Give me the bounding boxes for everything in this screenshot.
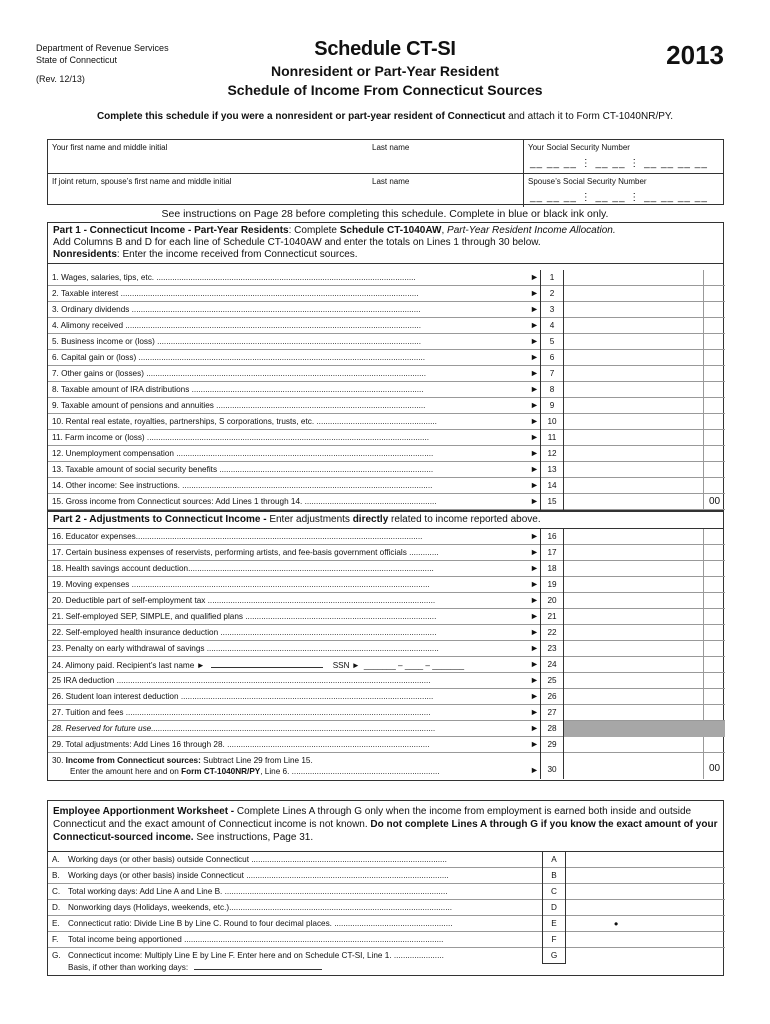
part2-title-text: Enter adjustments xyxy=(269,514,353,525)
line-letter: G. xyxy=(52,951,61,960)
line-number: 12 xyxy=(540,446,564,462)
worksheet-line-b xyxy=(48,868,725,884)
cents-field[interactable] xyxy=(703,689,725,705)
amount-field-26[interactable] xyxy=(564,689,725,705)
line-number: 16 xyxy=(540,529,564,545)
line-desc: Total working days: Add Line A and Line B. .................................................................................................. xyxy=(68,887,448,896)
line-desc: 15. Gross income from Connecticut sources: Add Lines 1 through 14. .......................................................... xyxy=(52,497,437,506)
taxpayer-row xyxy=(48,140,723,173)
line-desc: 21. Self-employed SEP, SIMPLE, and qualified plans .................................................................................... xyxy=(52,612,437,621)
line-number: 5 xyxy=(540,334,564,350)
amount-field-9[interactable] xyxy=(564,398,725,414)
line30-rest: Subtract Line 29 from Line 15. xyxy=(200,756,313,765)
line-desc: 6. Capital gain or (loss) .............................................................................................................................. xyxy=(52,353,426,362)
line-desc: 20. Deductible part of self-employment tax .................................................................................................... xyxy=(52,596,436,605)
nonresidents-text: : Enter the income received from Connecticut sources. xyxy=(116,249,358,260)
amount-field-18[interactable] xyxy=(564,561,725,577)
spouse-ssn-label: Spouse’s Social Security Number xyxy=(528,177,647,186)
amount-field-1[interactable] xyxy=(564,270,725,286)
cents-field[interactable]: 00 xyxy=(703,753,725,779)
line30-bold: Income from Connecticut sources: xyxy=(65,756,201,765)
part2-line-28 xyxy=(48,721,725,737)
arrow-icon: ► xyxy=(530,739,539,749)
amount-field-6[interactable] xyxy=(564,350,725,366)
taxpayer-info-box xyxy=(47,139,724,205)
amount-field-30[interactable] xyxy=(564,753,725,779)
line-number: 30 xyxy=(540,753,564,779)
part1-title: Part 1 - Connecticut Income - Part-Year Residents xyxy=(53,225,289,236)
worksheet-text: Complete Lines A through G only when the income from employment is earned both inside and outside Connecticut and the exact amount of Connecticut income is not known. xyxy=(53,806,692,830)
cents-field[interactable] xyxy=(703,446,725,462)
worksheet-amount-a[interactable] xyxy=(566,852,725,868)
amount-field-8[interactable] xyxy=(564,382,725,398)
cents-field[interactable] xyxy=(703,462,725,478)
amount-field-28 xyxy=(564,721,725,737)
line-desc: Working days (or other basis) inside Connecticut ......................................................................................... xyxy=(68,871,449,880)
see-instructions-note: See instructions on Page 28 before completing this schedule. Complete in blue or black ink only. xyxy=(161,208,609,220)
tax-year: 2013 xyxy=(666,40,724,70)
amount-field-27[interactable] xyxy=(564,705,725,721)
arrow-icon: ► xyxy=(530,595,539,605)
line-desc: 25 IRA deduction .......................................................................................................................................... xyxy=(52,676,431,685)
amount-field-17[interactable] xyxy=(564,545,725,561)
part1-form-name: Part-Year Resident Income Allocation. xyxy=(447,225,616,236)
amount-field-5[interactable] xyxy=(564,334,725,350)
line-letter-box: D xyxy=(542,900,566,916)
arrow-icon: ► xyxy=(530,432,539,442)
cents-field[interactable] xyxy=(703,545,725,561)
part2-line-17 xyxy=(48,545,725,561)
line-number: 11 xyxy=(540,430,564,446)
line-number: 13 xyxy=(540,462,564,478)
spouse-last-name-field[interactable] xyxy=(368,174,523,207)
arrow-icon: ► xyxy=(530,480,539,490)
line-letter: D. xyxy=(52,903,61,912)
worksheet-amount-g[interactable] xyxy=(566,948,725,964)
arrow-icon: ► xyxy=(530,496,539,506)
line-desc xyxy=(52,724,522,733)
line30-form: Form CT-1040NR/PY xyxy=(181,767,261,776)
part1-line-4 xyxy=(48,318,725,334)
line-number: 2 xyxy=(540,286,564,302)
spouse-last-name-label: Last name xyxy=(372,177,410,186)
worksheet-see-instr: See instructions, Page 31. xyxy=(193,832,314,843)
amount-field-19[interactable] xyxy=(564,577,725,593)
part2-line-25 xyxy=(48,673,725,689)
worksheet-amount-e[interactable] xyxy=(566,916,725,932)
cents-field[interactable] xyxy=(703,705,725,721)
amount-field-4[interactable] xyxy=(564,318,725,334)
amount-field-11[interactable] xyxy=(564,430,725,446)
line-letter: A. xyxy=(52,855,60,864)
part2-line-30 xyxy=(48,753,725,779)
line-desc: 27. Tuition and fees ...................................................................................................................................... xyxy=(52,708,431,717)
part2-line-26 xyxy=(48,689,725,705)
line-number: 17 xyxy=(540,545,564,561)
line-desc: 10. Rental real estate, royalties, partnerships, S corporations, trusts, etc. ..................................................... xyxy=(52,417,437,426)
line-number: 26 xyxy=(540,689,564,705)
line-desc: 2. Taxable interest ................................................................................................................................... xyxy=(52,289,419,298)
line-number: 22 xyxy=(540,625,564,641)
part1-header xyxy=(48,223,723,264)
line-desc: Working days (or other basis) outside Connecticut ...................................................................................... xyxy=(68,855,447,864)
arrow-icon: ► xyxy=(530,765,539,775)
part2-header xyxy=(48,512,723,529)
agency-block xyxy=(36,42,169,85)
amount-field-16[interactable] xyxy=(564,529,725,545)
worksheet-header xyxy=(48,801,723,852)
cents-field[interactable]: 00 xyxy=(703,494,725,510)
part2-line-29 xyxy=(48,737,725,753)
line-number: 6 xyxy=(540,350,564,366)
line-letter-box: E xyxy=(542,916,566,932)
ssn-label: Your Social Security Number xyxy=(528,143,630,152)
part1-section xyxy=(47,222,724,511)
part1-line-11 xyxy=(48,430,725,446)
line-number: 29 xyxy=(540,737,564,753)
cents-field[interactable] xyxy=(703,737,725,753)
part1-form-ref: Schedule CT-1040AW xyxy=(339,225,442,236)
line-desc: 18. Health savings account deduction............................................................................................................ xyxy=(52,564,434,573)
amount-field-20[interactable] xyxy=(564,593,725,609)
arrow-icon: ► xyxy=(530,723,539,733)
spouse-first-name-label: If joint return, spouse’s first name and middle initial xyxy=(52,177,232,186)
worksheet-line-d xyxy=(48,900,725,916)
line-number: 15 xyxy=(540,494,564,510)
arrow-icon: ► xyxy=(530,384,539,394)
apportionment-worksheet xyxy=(47,800,724,976)
amount-field-14[interactable] xyxy=(564,478,725,494)
line-letter: B. xyxy=(52,871,60,880)
spouse-first-name-field[interactable] xyxy=(48,174,368,207)
first-name-label: Your first name and middle initial xyxy=(52,143,168,152)
recipient-ssn-field[interactable]: _______ – ____ – _______ xyxy=(363,661,465,670)
amount-field-21[interactable] xyxy=(564,609,725,625)
part2-title-rest: related to income reported above. xyxy=(388,514,541,525)
decimal-point: • xyxy=(614,917,619,931)
part1-line-9 xyxy=(48,398,725,414)
line-number: 18 xyxy=(540,561,564,577)
line-desc xyxy=(52,755,522,777)
line-desc xyxy=(52,660,522,670)
cents-field[interactable] xyxy=(703,366,725,382)
amount-field-15[interactable] xyxy=(564,494,725,510)
amount-field-24[interactable] xyxy=(564,657,725,673)
part1-line-6 xyxy=(48,350,725,366)
cents-field[interactable] xyxy=(703,286,725,302)
line-desc: 4. Alimony received .................................................................................................................................. xyxy=(52,321,421,330)
cents-field[interactable] xyxy=(703,334,725,350)
arrow-icon: ► xyxy=(530,563,539,573)
cents-field[interactable] xyxy=(703,577,725,593)
arrow-icon: ► xyxy=(530,707,539,717)
worksheet-line-e xyxy=(48,916,725,932)
instruction-line xyxy=(0,111,770,122)
part1-line-10 xyxy=(48,414,725,430)
basis-field[interactable] xyxy=(194,962,322,970)
arrow-icon: ► xyxy=(530,352,539,362)
cents-field[interactable] xyxy=(703,657,725,673)
line-desc: 11. Farm income or (loss) ............................................................................................................................ xyxy=(52,433,430,442)
line-desc: 8. Taxable amount of IRA distributions ...................................................................................................... xyxy=(52,385,424,394)
part1-line-14 xyxy=(48,478,725,494)
part2-line-23 xyxy=(48,641,725,657)
part1-line-2 xyxy=(48,286,725,302)
line-number: 20 xyxy=(540,593,564,609)
amount-field-2[interactable] xyxy=(564,286,725,302)
part2-line-18 xyxy=(48,561,725,577)
line-number: 1 xyxy=(540,270,564,286)
arrow-icon: ► xyxy=(530,643,539,653)
part1-line-3 xyxy=(48,302,725,318)
arrow-icon: ► xyxy=(530,547,539,557)
line-desc: Total income being apportioned .................................................................................................................. xyxy=(68,935,444,944)
part2-line-27 xyxy=(48,705,725,721)
line-letter-box: A xyxy=(542,852,566,868)
cents-field[interactable] xyxy=(703,625,725,641)
part2-section xyxy=(47,511,724,781)
part1-line-13 xyxy=(48,462,725,478)
line-desc: 12. Unemployment compensation ................................................................................................................. xyxy=(52,449,434,458)
line-number: 27 xyxy=(540,705,564,721)
instruction-bold: Complete this schedule if you were a nonresident or part-year resident of Connecticut xyxy=(96,111,506,122)
line-number: 25 xyxy=(540,673,564,689)
revision-date: (Rev. 12/13) xyxy=(36,74,85,84)
arrow-icon: ► xyxy=(530,288,539,298)
line-desc: 16. Educator expenses.............................................................................................................................. xyxy=(52,532,423,541)
cents-field[interactable] xyxy=(703,430,725,446)
arrow-icon: ► xyxy=(530,416,539,426)
part2-line-20 xyxy=(48,593,725,609)
arrow-icon: ► xyxy=(530,400,539,410)
line-desc: 17. Certain business expenses of reservists, performing artists, and fee-basis government officials ............. xyxy=(52,548,439,557)
part2-line-22 xyxy=(48,625,725,641)
part1-line-12 xyxy=(48,446,725,462)
line-number: 8 xyxy=(540,382,564,398)
cents-field[interactable] xyxy=(703,641,725,657)
part1-instruction: Add Columns B and D for each line of Schedule CT-1040AW and enter the totals on Lines 1 through 30 below. xyxy=(53,237,541,248)
arrow-icon: ► xyxy=(530,448,539,458)
subtitle-2: Schedule of Income From Connecticut Sources xyxy=(227,82,543,98)
line-number: 21 xyxy=(540,609,564,625)
line-desc: 7. Other gains or (losses) ........................................................................................................................... xyxy=(52,369,426,378)
line-text: 24. Alimony paid. Recipient’s last name ► xyxy=(52,661,205,670)
cents-field[interactable] xyxy=(703,414,725,430)
part1-line-15 xyxy=(48,494,725,510)
line-desc: 26. Student loan interest deduction ............................................................................................................... xyxy=(52,692,434,701)
line-number: 9 xyxy=(540,398,564,414)
line-number: 14 xyxy=(540,478,564,494)
title-block xyxy=(180,38,590,99)
cents-field[interactable] xyxy=(703,382,725,398)
ssn-label: SSN ► xyxy=(332,661,360,670)
line-desc: 5. Business income or (loss) .................................................................................................................... xyxy=(52,337,421,346)
cents-field[interactable] xyxy=(703,561,725,577)
worksheet-line-g xyxy=(48,948,725,978)
cents-field[interactable] xyxy=(703,318,725,334)
amount-field-13[interactable] xyxy=(564,462,725,478)
line-desc: Nonworking days (Holidays, weekends, etc.).................................................................................................. xyxy=(68,903,453,912)
cents-field[interactable] xyxy=(703,270,725,286)
line-number: 4 xyxy=(540,318,564,334)
amount-field-7[interactable] xyxy=(564,366,725,382)
amount-field-23[interactable] xyxy=(564,641,725,657)
line-desc: 29. Total adjustments: Add Lines 16 through 28. ......................................................................................... xyxy=(52,740,430,749)
form-title: Schedule CT-SI xyxy=(314,38,456,60)
department-name: Department of Revenue Services xyxy=(36,43,169,53)
worksheet-amount-c[interactable] xyxy=(566,884,725,900)
arrow-icon: ► xyxy=(530,320,539,330)
amount-field-29[interactable] xyxy=(564,737,725,753)
line30-line2 xyxy=(52,766,522,777)
cents-field[interactable] xyxy=(703,593,725,609)
amount-field-3[interactable] xyxy=(564,302,725,318)
line-number: 28 xyxy=(540,721,564,737)
part2-line-19 xyxy=(48,577,725,593)
part2-title: Part 2 - Adjustments to Connecticut Income - xyxy=(53,514,270,525)
arrow-icon: ► xyxy=(530,531,539,541)
last-name-label: Last name xyxy=(372,143,410,152)
arrow-icon: ► xyxy=(530,336,539,346)
line-text: Connecticut income: Multiply Line E by Line F. Enter here and on Schedule CT-SI, Line 1. ...................... xyxy=(68,951,444,960)
line-desc: 14. Other income: See instructions. .............................................................................................................. xyxy=(52,481,433,490)
line-letter: C. xyxy=(52,887,61,896)
arrow-icon: ► xyxy=(530,464,539,474)
amount-field-10[interactable] xyxy=(564,414,725,430)
line-desc: 13. Taxable amount of social security benefits .............................................................................................. xyxy=(52,465,434,474)
cents-field xyxy=(703,721,725,737)
cents-field[interactable] xyxy=(703,673,725,689)
worksheet-title: Employee Apportionment Worksheet - xyxy=(53,806,237,817)
amount-field-25[interactable] xyxy=(564,673,725,689)
arrow-icon: ► xyxy=(530,272,539,282)
line-desc: 19. Moving expenses ................................................................................................................................... xyxy=(52,580,430,589)
line-desc: 1. Wages, salaries, tips, etc. .................................................................................................................. xyxy=(52,273,416,282)
line30-line1 xyxy=(52,755,522,766)
line-desc: Connecticut ratio: Divide Line B by Line C. Round to four decimal places. .................................................... xyxy=(68,919,453,928)
line-letter-box: B xyxy=(542,868,566,884)
ssn-field[interactable] xyxy=(523,140,725,173)
part1-line-8 xyxy=(48,382,725,398)
subtitle-1: Nonresident or Part-Year Resident xyxy=(271,63,499,79)
line-desc: 9. Taxable amount of pensions and annuities ............................................................................................ xyxy=(52,401,426,410)
spouse-ssn-field[interactable] xyxy=(523,174,725,207)
worksheet-amount-b[interactable] xyxy=(566,868,725,884)
line-number: 23 xyxy=(540,641,564,657)
cents-field[interactable] xyxy=(703,609,725,625)
spouse-ssn-mask: __ __ __ ⋮ __ __ ⋮ __ __ __ __ xyxy=(530,192,708,203)
basis-label: Basis, if other than working days: xyxy=(68,963,189,972)
basis-line xyxy=(68,962,573,974)
cents-field[interactable] xyxy=(703,350,725,366)
line-desc: 22. Self-employed health insurance deduction ............................................................................................... xyxy=(52,628,437,637)
last-name-field[interactable] xyxy=(368,140,523,173)
cents-field[interactable] xyxy=(703,302,725,318)
ssn-mask: __ __ __ ⋮ __ __ ⋮ __ __ __ __ xyxy=(530,158,708,169)
part2-line-24 xyxy=(48,657,725,673)
part1-line-7 xyxy=(48,366,725,382)
part1-line-1 xyxy=(48,270,725,286)
line-number: 24 xyxy=(540,657,564,673)
worksheet-line-a xyxy=(48,852,725,868)
arrow-icon: ► xyxy=(530,675,539,685)
line30-tail: , Line 6. ................................................................. xyxy=(260,767,440,776)
arrow-icon: ► xyxy=(530,579,539,589)
line-number: 3 xyxy=(540,302,564,318)
worksheet-warning: Do not complete Lines A through G if you know the exact amount of your Connecticut-sourced income. xyxy=(53,819,718,843)
line-letter: F. xyxy=(52,935,59,944)
arrow-icon: ► xyxy=(530,659,539,669)
line-letter-box: G xyxy=(542,948,566,964)
line-number: 7 xyxy=(540,366,564,382)
line30-prefix: 30. xyxy=(52,756,66,765)
part2-title-bold: directly xyxy=(352,514,389,525)
spouse-row xyxy=(48,173,723,206)
nonresidents-label: Nonresidents xyxy=(53,249,117,260)
state-name: State of Connecticut xyxy=(36,55,118,65)
line-number: 10 xyxy=(540,414,564,430)
worksheet-line-c xyxy=(48,884,725,900)
arrow-icon: ► xyxy=(530,611,539,621)
worksheet-amount-d[interactable] xyxy=(566,900,725,916)
part2-line-16 xyxy=(48,529,725,545)
recipient-name-field[interactable] xyxy=(211,660,323,668)
arrow-icon: ► xyxy=(530,627,539,637)
first-name-field[interactable] xyxy=(48,140,368,173)
cents-field[interactable] xyxy=(703,398,725,414)
instruction-rest: and attach it to Form CT-1040NR/PY. xyxy=(505,111,674,122)
part1-title-sep: , xyxy=(441,225,448,236)
arrow-icon: ► xyxy=(530,304,539,314)
part1-line-5 xyxy=(48,334,725,350)
arrow-icon: ► xyxy=(530,691,539,701)
line-desc: 23. Penalty on early withdrawal of savings ...................................................................................................... xyxy=(52,644,439,653)
part1-title-text: : Complete xyxy=(288,225,340,236)
line-letter-box: F xyxy=(542,932,566,948)
line-letter: E. xyxy=(52,919,60,928)
cents-field[interactable] xyxy=(703,478,725,494)
worksheet-amount-f[interactable] xyxy=(566,932,725,948)
line-desc xyxy=(68,950,573,974)
amount-field-12[interactable] xyxy=(564,446,725,462)
line-text: 28. Reserved for future use............................................................................................................................. xyxy=(52,724,436,733)
part2-line-21 xyxy=(48,609,725,625)
amount-field-22[interactable] xyxy=(564,625,725,641)
arrow-icon: ► xyxy=(530,368,539,378)
line-letter-box: C xyxy=(542,884,566,900)
cents-field[interactable] xyxy=(703,529,725,545)
line-desc: 3. Ordinary dividends ............................................................................................................................... xyxy=(52,305,421,314)
line30-text: Enter the amount here and on xyxy=(70,767,182,776)
line-number: 19 xyxy=(540,577,564,593)
worksheet-line-f xyxy=(48,932,725,948)
